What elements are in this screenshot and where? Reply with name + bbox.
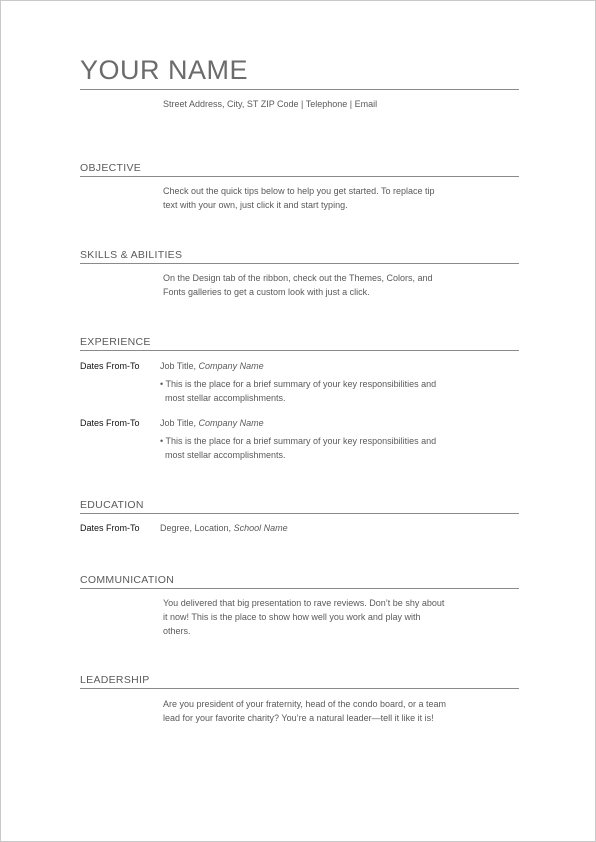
experience-dates[interactable]: Dates From-To: [80, 418, 140, 428]
company-name: Company Name: [198, 361, 264, 371]
skills-line: Fonts galleries to get a custom look with just a click.: [163, 287, 370, 297]
name-divider: [80, 89, 519, 90]
leadership-line: lead for your favorite charity? You’re a natural leader—tell it like it is!: [163, 713, 434, 723]
leadership-heading[interactable]: LEADERSHIP: [80, 674, 150, 686]
experience-divider: [80, 350, 519, 351]
experience-heading[interactable]: EXPERIENCE: [80, 336, 151, 348]
skills-text[interactable]: [163, 271, 493, 299]
communication-line: You delivered that big presentation to rave reviews. Don’t be shy about: [163, 598, 445, 608]
leadership-text[interactable]: [163, 697, 493, 725]
bullet-line: most stellar accomplishments.: [165, 393, 286, 403]
experience-job[interactable]: [160, 417, 264, 429]
objective-text[interactable]: [163, 184, 493, 212]
objective-divider: [80, 176, 519, 177]
contact-info[interactable]: Street Address, City, ST ZIP Code | Telephone | Email: [163, 99, 378, 109]
education-dates[interactable]: Dates From-To: [80, 523, 140, 533]
communication-divider: [80, 588, 519, 589]
job-title: Job Title,: [160, 418, 197, 428]
bullet-line: • This is the place for a brief summary of your key responsibilities and: [160, 379, 437, 389]
communication-line: others.: [163, 626, 191, 636]
experience-bullet[interactable]: [160, 377, 490, 405]
resume-name[interactable]: YOUR NAME: [80, 55, 249, 85]
degree-location: Degree, Location,: [160, 523, 232, 533]
experience-bullet[interactable]: [160, 434, 490, 462]
leadership-divider: [80, 688, 519, 689]
experience-dates[interactable]: Dates From-To: [80, 361, 140, 371]
skills-heading[interactable]: SKILLS & ABILITIES: [80, 249, 183, 261]
bullet-line: most stellar accomplishments.: [165, 450, 286, 460]
communication-line: it now! This is the place to show how well you work and play with: [163, 612, 421, 622]
company-name: Company Name: [198, 418, 264, 428]
communication-text[interactable]: [163, 596, 493, 638]
education-divider: [80, 513, 519, 514]
bullet-line: • This is the place for a brief summary of your key responsibilities and: [160, 436, 437, 446]
skills-divider: [80, 263, 519, 264]
experience-job[interactable]: [160, 360, 264, 372]
education-entry[interactable]: [160, 522, 288, 534]
job-title: Job Title,: [160, 361, 197, 371]
school-name: School Name: [233, 523, 288, 533]
communication-heading[interactable]: COMMUNICATION: [80, 574, 175, 586]
education-heading[interactable]: EDUCATION: [80, 499, 144, 511]
objective-heading[interactable]: OBJECTIVE: [80, 162, 142, 174]
leadership-line: Are you president of your fraternity, head of the condo board, or a team: [163, 699, 446, 709]
skills-line: On the Design tab of the ribbon, check out the Themes, Colors, and: [163, 273, 433, 283]
objective-line: Check out the quick tips below to help you get started. To replace tip: [163, 186, 435, 196]
objective-line: text with your own, just click it and start typing.: [163, 200, 348, 210]
